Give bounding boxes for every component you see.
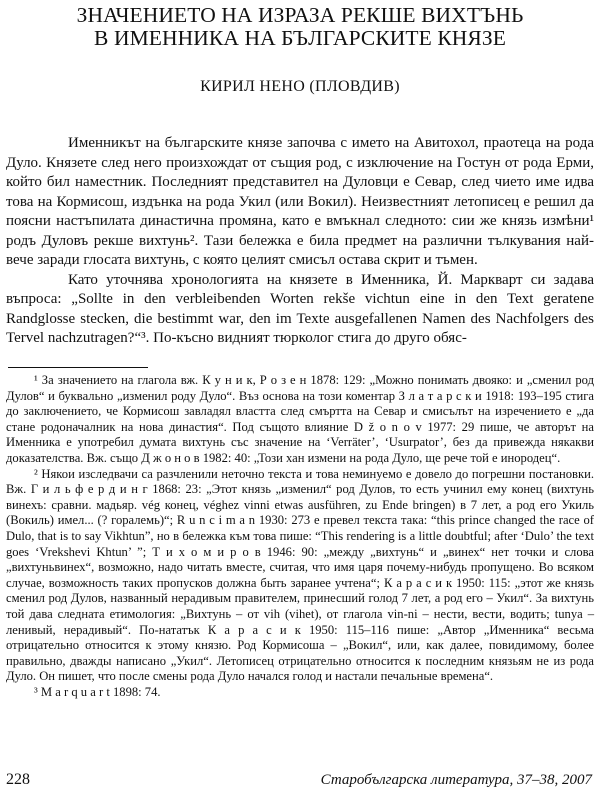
- article-author: КИРИЛ НЕНО (ПЛОВДИВ): [200, 78, 400, 95]
- article-title: [30, 4, 570, 50]
- body-paragraph-1: Именникът на българските князе започва с името на Авитохол, праотеца на рода Дуло. Князете след него произхождат от същия род, с изключение на Гостун от рода Ерми, който бил наместник. Последният представител на Дуловци е Севар, след чието име идва това на Кормисош, издънка на рода Укил (или Вокил). Неизвестният летописец е решил да поясни настъпилата династична промяна, като е вмъкнал следното: сии же князь измѣни¹ родъ Дуловъ рекше вихтунь². Тази бележка е била предмет на различни тълкувания най-вече заради глосата вихтунь, с която целият смисъл остава скрит и тъмен.: [6, 135, 594, 268]
- footnotes: [6, 373, 594, 700]
- footnote-2: ² Някои изследвачи са разчленили неточно текста и това неминуемо е довело до погрешни постановки. Вж. Г и л ь ф е р д и н г 1868: 23: „Этот князь „изменил“ род Дулов, то есть учинил ему конец (вихтунь винехъ: сравни. мадьяр. vég конец, véghez vinni etwas ausführen, zu Ende bringen) в 7 лет, а род его Укиль (Вокиль) имел... (? горалемь)“; R u n c i m a n 1930: 273 е превел текста така: “this prince changed the race of Dulo, that is to say Vikhtun”, но в бележка към това пише: “This rendering is a little doubtful; after ‘Dulo’ the text goes ‘Vrekshevi Khtun’ ”; Т и х о м и р о в 1946: 90: „между „вихтунь“ и „винех“ нет точки и слова „вихтуньвинех“, возможно, надо читать вместе, считая, что имя царя почему-нибудь пропущено. Во всяком случае, возможность таких пропусков должна быть заранее учтена“; К а р а с и к 1950: 115: „этот же князь сменил род Дулов, названный нерадивым правителем, принесший голод 7 лет, а род его – Укил“. За вихтунь той дава следната етимология: „Вихтунь – от vih (vihet), от глагола vin-ni – нести, вести, водить; tunya – ленивый, нерадивый“. По-нататък К а р а с и к 1950: 115–116 пише: „Автор „Именника“ весьма отрицательно относится к этому князю. Род Кормисоша – „Вокил“, или, как далее, повидимому, более правильно, дважды написано „Укил“. Летописец отрицательно относится к последним князьям не из рода Дуло. Он пишет, что после смены рода Дуло начался голод и настали печальные времена“.: [6, 466, 594, 684]
- page-number: 228: [6, 771, 30, 788]
- footnote-3: ³ M a r q u a r t 1898: 74.: [34, 684, 161, 699]
- journal-running-footer: Старобългарска литература, 37–38, 2007: [320, 772, 592, 788]
- article-body: [6, 134, 594, 349]
- footnote-1: ¹ За значението на глагола вж. К у н и к, Р о з е н 1878: 129: „Можно понимать двояко: и „сменил род Дулов“ и буквально „изменил роду Дуло“. Въз основа на този коментар З л а т а р с к и 1918: 193–195 стига до заключението, че Кормисош завладял властта след смъртта на Севар и смисълът на изречението е „да стане родоначалник на нова династия“. Под същото влияние D ž o n o v 1977: 29 пише, че авторът на Именника е употребил думата вихтунь със значение на ‘Verräter’, ‘Usurpator’, без да привежда някакви доказателства. Вж. също Д ж о н о в 1982: 40: „Този хан измени на рода Дуло, ще рече той е инородец“.: [6, 373, 594, 465]
- footnote-separator: [8, 367, 148, 368]
- article-title-line-2: В ИМЕННИКА НА БЪЛГАРСКИТЕ КНЯЗЕ: [94, 26, 506, 50]
- body-paragraph-2: Като уточнява хронологията на князете в Именника, Й. Маркварт си задава въпроса: „Sollte in den verbleibenden Worten rekše vichtun eine in den Text geratene Randglosse stecken, die bestimmt war, den im Texte ausgefallenen Namen des Nachfolgers des Tervel nachzutragen?“³. По-късно видният тюрколог стига до друго обяс-: [6, 271, 594, 346]
- article-title-line-1: ЗНАЧЕНИЕТО НА ИЗРАЗА РЕКШЕ ВИХТЪНЬ: [76, 3, 524, 27]
